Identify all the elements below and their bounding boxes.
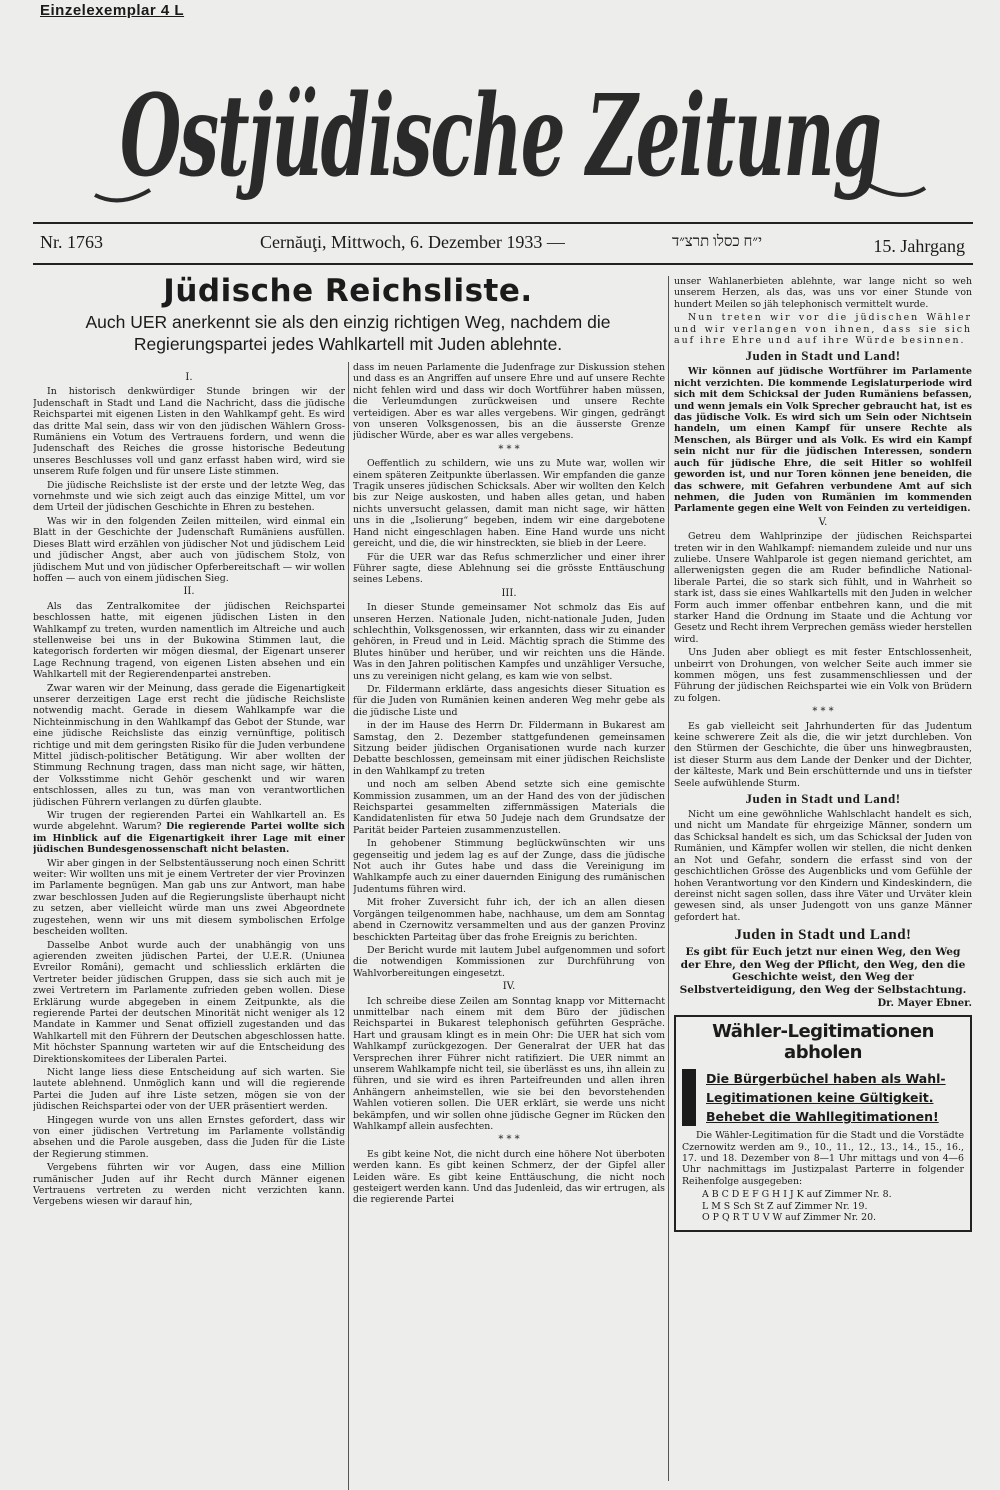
paragraph: unser Wahlanerbieten ablehnte, war lange nicht so weh unserem Herzen, als das, was uns vor einer Stunde von hundert Meilen so jäh telephonisch vermittelt wurde. [674, 276, 972, 310]
dateline-rule [33, 263, 973, 265]
issue-number: Nr. 1763 [40, 232, 103, 252]
paragraph: Zwar waren wir der Meinung, dass gerade die Eigenartigkeit unserer derzeitigen Lage erst recht die jüdische Reichsliste notwendig macht. Gerade in diesem Wahlkampfe war die Nichteinmischung in den Wahlkampf das Gebot der Stunde, war eine jüdische Reichsliste das einzig vernünftige, politisch richtige und mit dem geringsten Risiko für die Juden verbundene Mittel jüdisch-politischer Betätigung. Wir aber wollten der Stimmung Rechnung tragen, dass man nicht sage, wir hätten, der Volksstimme nicht Gehör geschenkt und wir waren entschlossen, alles zu tun, was man von verantwortlichen jüdischen Führern verlangen zu dürfen glaubte. [33, 682, 345, 808]
section-number: I. [185, 372, 193, 383]
masthead-title: Ostjüdische Zeitung [120, 71, 880, 202]
section-number: IV. [502, 981, 516, 993]
paragraph [33, 810, 345, 856]
bold-passage: Die regierende Partei wollte sich im Hinblick auf die Eigenartigkeit ihrer Lage mit einer jüdischen Bundesgenossenschaft nicht belasten. [33, 821, 345, 856]
room-assignment: O P Q R T U V W auf Zimmer Nr. 20. [702, 1212, 877, 1224]
paragraph: Es gab vielleicht seit Jahrhunderten für das Judentum keine schwerere Zeit als die, die wir jetzt durchleben. Von den Stürmen der Geschichte, die über uns hinwegbrausten, ist dieser Sturm aus dem Lande der Denker und der Dichter, der kälteste, Mark und Bein erschütternde und uns in tiefster Seele aufwühlende Sturm. [674, 720, 972, 789]
paragraph: Ich schreibe diese Zeilen am Sonntag knapp vor Mitternacht unmittelbar nach einem mit dem Büro der jüdischen Reichspartei in Bukarest telephonisch geführten Gespräche. Hart und grausam klingt es in mein Ohr: Die UER hat sich vom Wahlkampf zurückgezogen. Der Generalrat der UER hat das Versprechen ihrer Führer nicht ratifiziert. Die UER nimmt an unserem Wahlkampfe nicht teil, sie überlässt es uns, ihn allein zu führen, und sie wird es ihren Parteifreunden und allen ihren Anhängern anheimstellen, wie sie bei den bevorstehenden Wahlen votieren sollen. Die UER erklärt, sie werde uns nicht bekämpfen, und wir sollen ohne jüdische Gegner im Rücken den Wahlkampf allein ausfechten. [353, 995, 665, 1132]
paragraph: Uns Juden aber obliegt es mit fester Entschlossenheit, unbeirrt von Drohungen, von welcher Seite auch immer sie kommen mögen, uns fest zusammenschliessen und der Führung der jüdischen Reichspartei wie ein Volk von Brüdern zu folgen. [674, 647, 972, 704]
paragraph: Dr. Fildermann erklärte, dass angesichts dieser Situation es für die Juden von Rumänien keinen anderen Weg mehr gebe als die jüdische Liste und [353, 683, 665, 718]
room-assignment: L M S Sch St Z auf Zimmer Nr. 19. [702, 1200, 868, 1212]
paragraph: Dasselbe Anbot wurde auch der unabhängig von uns agierenden zweiten jüdischen Partei, der U.E.R. (Uniunea Evreilor Români), gemacht und schliesslich erklärten die Vertreter beider jüdischen Gruppen, dass sie sich auch mit je zwei Vertretern im Parlamente zufrieden geben wollen. Diese Erklärung wurde abgegeben in einem Zeitpunkte, als die regierende Partei der deutschen Minorität nicht weniger als 12 Mandate in Kammer und Senat offiziell zugestanden und das Wahlkartell mit den Führern der Deutschen abgeschlossen hatte. Mit höchster Spannung warteten wir auf die Entscheidung des Direktionskomitees der Liberalen Partei. [33, 939, 345, 1065]
spaced-paragraph: Nun treten wir vor die jüdischen Wähler und wir verlangen von ihnen, dass sie sich auf ihre Ehre und auf ihre Würde besinnen. [674, 312, 972, 347]
column-divider [668, 276, 669, 1481]
masthead [0, 30, 1000, 230]
headline: Jüdische Reichsliste. [163, 273, 533, 309]
bold-paragraph: Wir können auf jüdische Wortführer im Parlamente nicht verzichten. Die kommende Legislaturperiode wird sich mit dem Schicksal der Juden Rumäniens befassen, und wenn jemals ein Volk Sprecher gebraucht hat, ist es das jüdische Volk. Es wird sich um Sein oder Nichtsein handeln, um einen Kampf für unsere Rechte als Menschen, als Bürger und als Volk. Es wird ein Kampf sein nicht nur für die jüdischen Interessen, sondern auch für jüdische Ehre, die seit Hitler so wohlfeil geworden ist, und nur Toren können jene beneiden, die das schwere, mit Gefahren verbundene Amt auf sich nehmen, die Juden von Rumänien im kommenden Parlamente gegen eine Welt von Feinden zu verteidigen. [674, 366, 972, 515]
paragraph: und noch am selben Abend setzte sich eine gemischte Kommission zusammen, um an der Hand des von der jüdischen Reichspartei gesammelten ziffernmässigen Materials die Kandidatenlisten für etwa 50 Judeje nach dem Grundsatze der Parität beider Parteien zusammenzustellen. [353, 779, 665, 836]
paragraph: Getreu dem Wahlprinzipe der jüdischen Reichspartei treten wir in den Wahlkampf: niemandem zuleide und nur uns zuliebe. Unsere Wahlparole ist gegen niemand gerichtet, am allerwenigsten gegen die am Ruder befindliche National-liberale Partei, die so stark sich fühlt, und in Wahrheit so stark ist, dass sie eines Wahlkartells mit den Juden in welcher Form auch immer offenbar entbehren kann, und die mit starker Hand die Ordnung im Staate und die Achtung vor Gesetz und Recht ihrem Verprechen gemäss wieder herstellen wird. [674, 531, 972, 645]
subheadline-2: Regierungspartei jedes Wahlkartell mit Juden ablehnte. [133, 334, 563, 354]
paragraph: Oeffentlich zu schildern, wie uns zu Mute war, wollen wir einem späteren Zeitpunkte überlassen. Wir empfanden die ganze Tragik unseres jüdischen Schicksals. Aber wir wollten den Kelch bis zur Neige auskosten, und haben alles getan, und haben nichts unversucht gelassen, damit man nicht sage, wir hätten uns in die „Isolierung“ begeben, indem wir eine dargebotene Hand nicht eingeschlagen haben. Eine Hand wurde uns nicht gereicht, und die, die wir hinstreckten, sie blieb in der Leere. [353, 458, 665, 550]
paragraph: Der Bericht wurde mit lautem Jubel aufgenommen und sofort die notwendigen Kommissionen zur Durchführung von Wahlvorbereitungen eingesetzt. [353, 944, 665, 979]
top-rule [33, 222, 973, 224]
notice-line: Die Bürgerbüchel haben als Wahl- [706, 1071, 946, 1087]
paragraph: In gehobener Stimmung beglückwünschten wir uns gegenseitig und jedem lag es auf der Zunge, dass die jüdische Not auch ihr Gutes habe und dass die Vereinigung im Wahlkampfe auch zu einer dauernden Einigung des rumänischen Judentums führen wird. [353, 838, 665, 895]
section-divider: * * * [498, 443, 520, 455]
paragraph: Als das Zentralkomitee der jüdischen Reichspartei beschlossen hatte, mit eigenen jüdischen Listen in den Wahlkampf zu treten, wurden namentlich im Altreiche und auch stellenweise bei uns in der Bukowina Stimmen laut, die kategorisch forderten wir mögen diesmal, der Eigenart unserer Lage Rechnung tragend, von eigenen Listen absehen und ein Wahlkartell mit der Regierendenpartei anstreben. [33, 600, 345, 681]
notice-box [674, 1015, 972, 1232]
section-number: II. [183, 586, 195, 598]
paragraph: In dieser Stunde gemeinsamer Not schmolz das Eis auf unseren Herzen. Nationale Juden, nicht-nationale Juden, Juden schlechthin, Volksgenossen, wir erkannten, dass wir zu einander gehören, in Freud und in Leid. Mächtig sprach die Stimme des Blutes hinüber und herüber, und wir reichten uns die Hände. Was in den Jahren politischen Kampfes und unzähliger Versuche, uns zu vereinigen nicht gelang, es kam wie von selbst. [353, 602, 665, 682]
notice-text: Die Wähler-Legitimation für die Stadt und die Vorstädte Czernowitz werden am 9., 10., 11., 12., 13., 14., 15., 16., 17. und 18. Dezember von 8—1 Uhr mittags und von 4—6 Uhr nachmittags im Justizpalast Parterre in folgender Reihenfolge ausgegeben: [682, 1130, 964, 1187]
paragraph: Hingegen wurde von uns allen Ernstes gefordert, dass wir von einer jüdischen Vertretung im Parlamente vollständig absehen und die Parole ausgeben, dass die Juden für die Liste der Regierung stimmen. [33, 1114, 345, 1160]
masthead-logo [0, 30, 1000, 230]
paragraph: dass im neuen Parlamente die Judenfrage zur Diskussion stehen und dass es an Angriffen auf unsere Ehre und auf unsere Rechte nicht fehlen wird und dass wir doch Wortführer haben müssen, die Verleumdungen zurückweisen und unsere Rechte verteidigen. Aber es war alles vergebens. Wir gingen, gedrängt von unseren Volksgenossen, bis an die äusserste Grenze jüdischer Würde, aber es war alles vergebens. [353, 362, 665, 442]
hebrew-date: י״ח כסלו תרצ״ד [672, 234, 763, 250]
section-divider: * * * [498, 1134, 520, 1146]
subheading: Juden in Stadt und Land! [745, 348, 901, 364]
subheading: Juden in Stadt und Land! [745, 791, 901, 807]
article-column-1 [33, 370, 345, 1485]
paragraph: Die jüdische Reichsliste ist der erste und der letzte Weg, das vornehmste und wie sich zeigt auch das einzige Mittel, um vor dem Urteil der jüdischen Geschichte in Ehren zu bestehen. [33, 479, 345, 514]
paragraph: Nicht lange liess diese Entscheidung auf sich warten. Sie lautete ablehnend. Unmöglich kann und will die regierende Partei die Juden auf ihre Liste setzen, mögen sie von der jüdischen Reichspartei oder von der UER präsentiert werden. [33, 1066, 345, 1113]
room-assignment: A B C D E F G H I J K auf Zimmer Nr. 8. [702, 1189, 892, 1201]
paragraph: Mit froher Zuversicht fuhr ich, der ich an allen diesen Vorgängen teilgenommen habe, nachhause, um dem am Sonntag abend in Czernowitz versammelten und aus der ganzen Provinz beschickten Parteitag über das frohe Ereignis zu berichten. [353, 897, 665, 943]
notice-highlight [682, 1069, 964, 1126]
section-number: V. [818, 516, 828, 528]
issue-date: Cernăuţi, Mittwoch, 6. Dezember 1933 — [260, 232, 565, 252]
dateline [40, 232, 970, 260]
notice-line: Legitimationen keine Gültigkeit. [706, 1090, 934, 1106]
section-number: III. [501, 587, 517, 599]
volume: 15. Jahrgang [873, 236, 965, 256]
notice-line: Behebet die Wahllegitimationen! [706, 1109, 939, 1125]
notice-bar [682, 1069, 696, 1126]
section-divider: * * * [812, 706, 834, 718]
column-divider [348, 362, 349, 1490]
paragraph: Was wir in den folgenden Zeilen mitteilen, wird einmal ein Blatt in der Geschichte der Judenschaft Rumäniens ausfüllen. Dieses Blatt wird erzählen von jüdischer Not und jüdischem Leid und jüdischer Angst, aber auch von jüdischem Stolz, von jüdischem Mut und von jüdischer Opferbereitschaft — wir wollen hoffen — auch von einem jüdischen Sieg. [33, 515, 345, 584]
paragraph: In historisch denkwürdiger Stunde bringen wir der Judenschaft in Stadt und Land die Nachricht, dass die jüdische Reichspartei mit eigenen Listen in den Wahlkampf geht. Es wird das dritte Mal sein, dass wir von den jüdischen Wählern Gross-Rumäniens ein Votum des Vertrauens fordern, und wenn die Judenschaft des Reiches die grosse historische Bedeutung unseres Beschlusses voll und ganz erfasst haben wird, wird sie unserem Rufe folgen und für unsere Liste stimmen. [33, 386, 345, 478]
paragraph: Vergebens führten wir vor Augen, dass eine Million rumänischer Juden auf ihr Recht durch Männer eigenen Vertrauens vertreten zu werden nicht verzichten kann. Vergebens wiesen wir darauf hin, [33, 1162, 345, 1208]
article-column-2 [353, 362, 665, 1485]
subheading: Juden in Stadt und Land! [734, 927, 912, 944]
paragraph: Für die UER war das Refus schmerzlicher und einer ihrer Führer sagte, diese Ablehnung sei die grösste Enttäuschung seines Lebens. [353, 551, 665, 586]
paragraph: in der im Hause des Herrn Dr. Fildermann in Bukarest am Samstag, den 2. Dezember stattgefundenen gemeinsamen Sitzung beider jüdischen Organisationen wurde nach kurzer Debatte beschlossen, gemeinsam mit einer jüdischen Reichsliste in den Wahlkampf zu treten [353, 720, 665, 777]
article-column-3 [674, 276, 972, 1486]
paragraph-text: Wir trugen der regierenden Partei ein Wahlkartell an. Es wurde abgelehnt. Warum? [33, 810, 345, 833]
notice-lines [706, 1069, 964, 1126]
paragraph: Nicht um eine gewöhnliche Wahlschlacht handelt es sich, und nicht um Mandate für ehrgeizige Männer, sondern um das Schicksal handelt es sich, um das Schicksal der Juden von Rumänien, und Kämpfer wollen wir stellen, die nicht denken an Not und Gefahr, sondern die erfasst sind von der geschichtlichen Grösse des Augenblicks und vom Gefühle der hohen Verantwortung vor den Kindern und Kindeskindern, die dereinst nicht sagen sollen, dass ihre Väter und Urväter klein gewesen sind, als unser Judengott von uns ganze Männer gefordert hat. [674, 809, 972, 923]
headline-block [33, 272, 663, 354]
subheadline-1: Auch UER anerkennt sie als den einzig richtigen Weg, nachdem die [85, 312, 611, 332]
paragraph: Es gibt keine Not, die nicht durch eine höhere Not überboten werden kann. Es gibt keinen Schmerz, der der Gipfel aller Leiden wäre. Es gibt keine Enttäuschung, die nicht noch gesteigert werden kann. Und das Judenleid, das wir ertrugen, als die regierende Partei [353, 1148, 665, 1206]
author-signature: Dr. Mayer Ebner. [877, 998, 972, 1010]
closing-statement: Es gibt für Euch jetzt nur einen Weg, den Weg der Ehre, den Weg der Pflicht, den Weg, den die Geschichte weist, den Weg der Selbstverteidigung, den Weg der Selbstachtung. [679, 946, 967, 996]
single-copy-price: Einzelexemplar 4 L [40, 2, 185, 19]
notice-title: Wähler-Legitimationen abholen [712, 1021, 934, 1064]
paragraph: Wir aber gingen in der Selbstentäusserung noch einen Schritt weiter: Wir wollten uns mit je einem Vertreter der vier Provinzen im Parlamente begnügen. Man gab uns zur Antwort, man habe zwar beschlossen Juden auf die Regierungsliste überhaupt nicht zu setzen, aber vielleicht würde man uns zwei Abgeordnete zugestehen, wenn wir uns mit diesem symbolischen Erfolge bescheiden wollten. [33, 857, 345, 938]
